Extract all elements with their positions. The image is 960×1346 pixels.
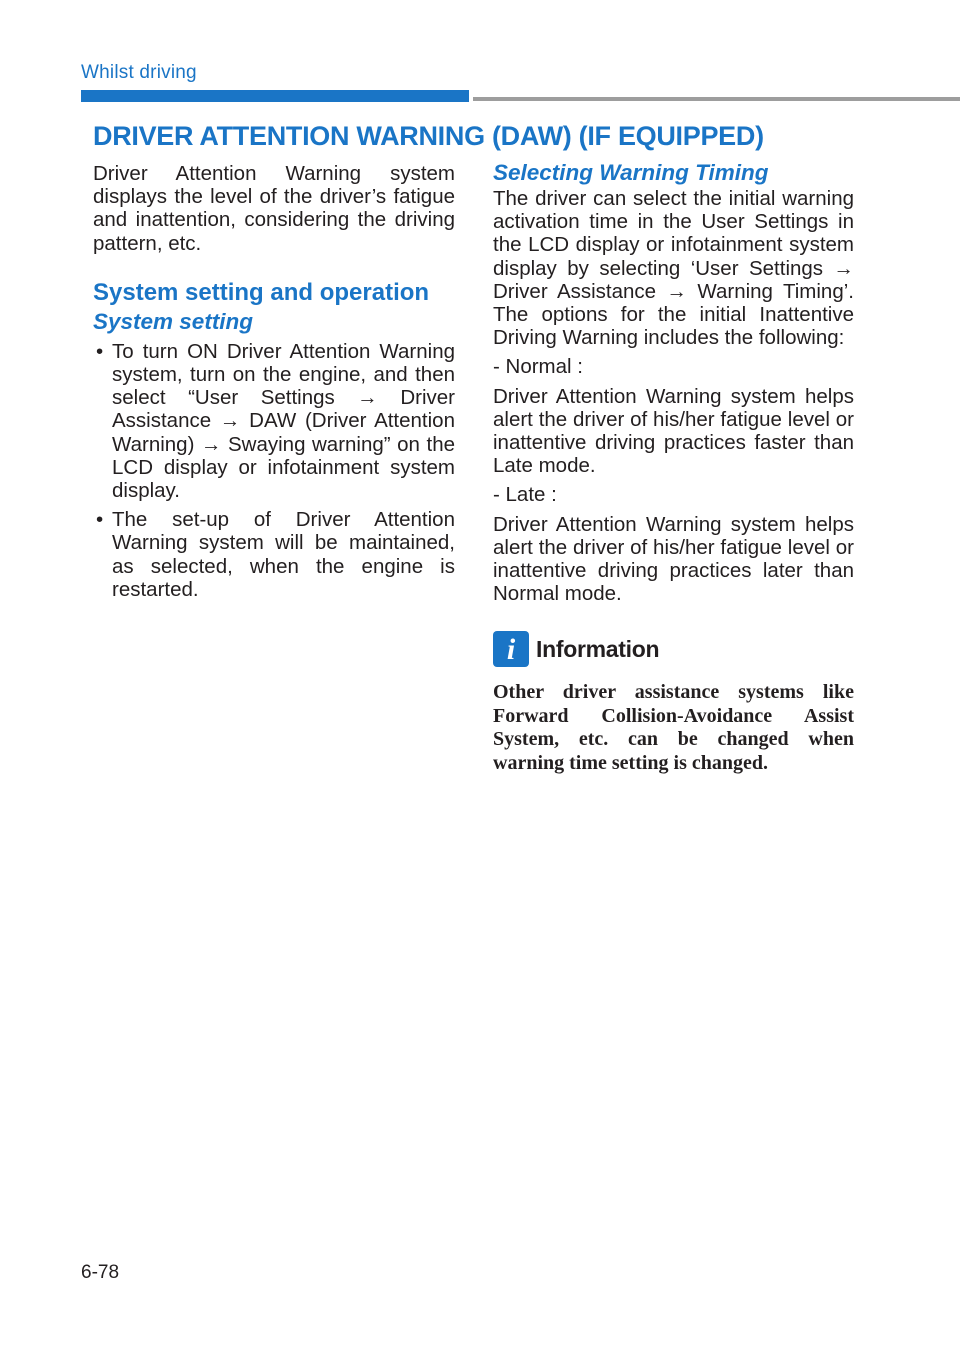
bullet-marker: •: [96, 339, 104, 363]
intro-paragraph: Driver Attention Warning system displays the level of the driver’s fatigue and inattention, considering the driving pattern, etc.: [93, 162, 455, 255]
header-rule-gray: [473, 97, 960, 101]
system-setting-subheading: System setting: [93, 308, 254, 334]
information-box-header: [493, 631, 854, 667]
option-normal-label: - Normal :: [493, 355, 583, 379]
left-column: [93, 162, 455, 601]
information-icon: i: [493, 631, 529, 667]
information-title: Information: [536, 635, 660, 662]
information-text: Other driver assistance systems like Forward Collision-Avoidance Assist System, etc. can be changed when warning time setting is changed.: [493, 681, 854, 774]
system-setting-operation-heading: System setting and operation: [93, 278, 430, 306]
header-section-label: Whilst driving: [81, 62, 197, 83]
option-late-text: Driver Attention Warning system helps alert the driver of his/her fatigue level or inattentive driving practices later than Normal mode.: [493, 512, 854, 606]
setting-bullet-list: [93, 340, 455, 601]
warning-timing-intro: The driver can select the initial warning activation time in the User Settings in the LCD display or infotainment system display by selecting ‘User Settings → Driver Assistance → Warning Timing’. The options for the initial Inattentive Driving Warning includes the following:: [493, 187, 854, 350]
option-normal-text: Driver Attention Warning system helps alert the driver of his/her fatigue level or inattentive driving practices faster than Late mode.: [493, 384, 854, 478]
list-item-text: The set-up of Driver Attention Warning system will be maintained, as selected, when the engine is restarted.: [112, 508, 455, 601]
page-number: 6-78: [81, 1262, 120, 1283]
list-item-text: To turn ON Driver Attention Warning system, turn on the engine, and then select “User Settings → Driver Assistance → DAW (Driver Attention Warning) → Swaying warning” on the LCD display or infotainment system display.: [112, 339, 455, 503]
section-title: DRIVER ATTENTION WARNING (DAW) (IF EQUIPPED): [93, 121, 764, 151]
option-late-label: - Late :: [493, 483, 557, 507]
warning-timing-subheading: Selecting Warning Timing: [493, 160, 769, 185]
bullet-marker: •: [96, 508, 104, 532]
list-item: [93, 340, 455, 502]
right-column: [493, 162, 854, 775]
list-item: [93, 508, 455, 601]
header-rule-blue: [81, 90, 469, 102]
